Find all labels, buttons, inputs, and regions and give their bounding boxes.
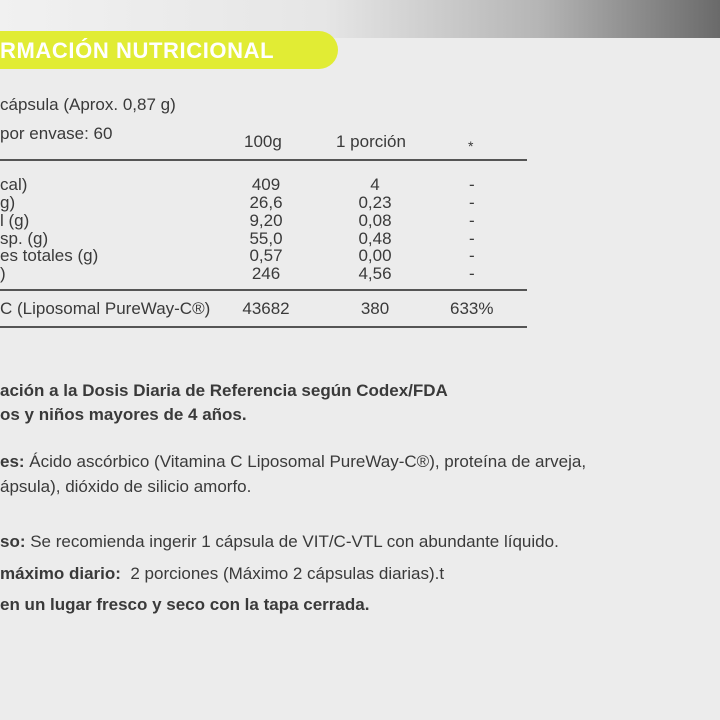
row-value-percent: - [469,211,475,230]
row-label: g) [0,193,16,212]
page-title: RMACIÓN NUTRICIONAL [0,38,275,63]
footnote-line-2: os y niños mayores de 4 años. [0,405,247,424]
row-value-portion: 0,00 [358,246,392,265]
max-daily-line [0,564,444,584]
row-value-percent: - [469,264,475,283]
usage-line [0,532,559,552]
footnote-line-1: ación a la Dosis Diaria de Referencia según Codex/FDA [0,381,448,400]
ingredients-line-2: ápsula), dióxido de silicio amorfo. [0,477,252,496]
serving-size: cápsula (Aprox. 0,87 g) [0,95,176,114]
row-value-percent: - [469,193,475,212]
row-value-percent: - [469,246,475,265]
column-header-portion: 1 porción [336,132,406,151]
column-header-100g: 100g [244,132,282,151]
row-label: ) [0,264,6,283]
row-value-percent: - [469,229,475,248]
usage-label: so: [0,532,26,551]
max-daily-text: 2 porciones (Máximo 2 cápsulas diarias).t [120,564,445,583]
ingredients-text: Ácido ascórbico (Vitamina C Liposomal PureWay-C®), proteína de arveja, [24,452,587,471]
row-value-100g: 9,20 [249,211,283,230]
storage-instructions: en un lugar fresco y seco con la tapa cerrada. [0,595,370,614]
ingredients-label: es: [0,452,25,471]
table-top-rule [0,159,527,161]
vitamin-c-value-portion: 380 [360,299,390,318]
row-value-100g: 26,6 [249,193,283,212]
row-label: l (g) [0,211,30,230]
table-bottom-rule [0,326,527,328]
usage-text: Se recomienda ingerir 1 cápsula de VIT/C-VTL con abundante líquido. [25,532,559,551]
max-daily-label: máximo diario: [0,564,121,583]
row-value-100g: 55,0 [249,229,283,248]
vitamin-c-value-percent: 633% [450,299,494,318]
servings-per-container: por envase: 60 [0,124,113,143]
table-mid-rule [0,289,527,291]
vitamin-c-label: C (Liposomal PureWay-C®) [0,299,211,318]
row-value-100g: 0,57 [249,246,283,265]
row-value-percent: - [469,175,475,194]
vitamin-c-value-100g: 43682 [242,299,290,318]
row-label: cal) [0,175,28,194]
row-value-portion: 4 [370,175,380,194]
row-value-100g: 246 [251,264,281,283]
row-value-portion: 0,48 [358,229,392,248]
row-label: sp. (g) [0,229,49,248]
column-header-percent-symbol: * [468,138,474,154]
row-value-portion: 4,56 [358,264,392,283]
ingredients-line-1 [0,452,586,472]
row-value-portion: 0,08 [358,211,392,230]
row-value-100g: 409 [251,175,281,194]
row-label: es totales (g) [0,246,99,265]
row-value-portion: 0,23 [358,193,392,212]
